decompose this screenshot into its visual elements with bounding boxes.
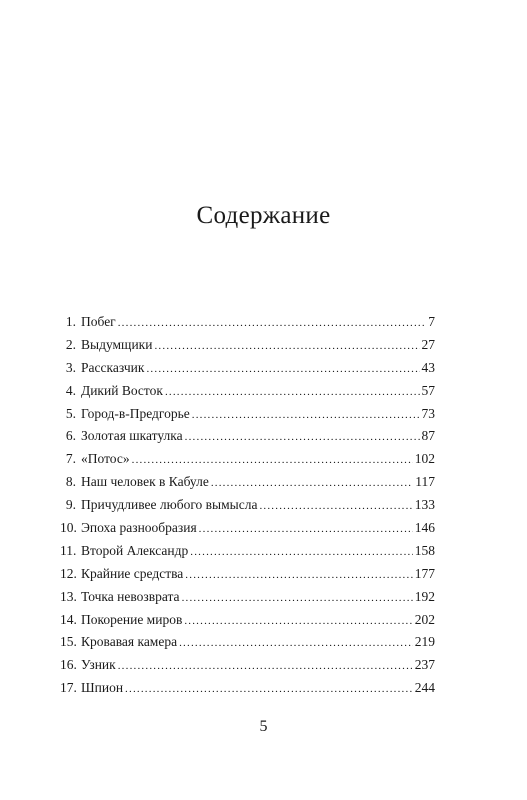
toc-entry-number: 9. [65, 497, 76, 513]
toc-leader-dots [190, 541, 412, 564]
toc-entry-page: 146 [414, 520, 435, 536]
toc-leader-dots [192, 404, 420, 427]
toc-entry [60, 494, 435, 517]
toc-leader-dots [132, 449, 413, 472]
toc-entry-page: 133 [414, 497, 435, 513]
toc-entry-title: Крайние средства [81, 565, 184, 581]
toc-entry-number: 5. [65, 405, 76, 421]
toc-entry-number: 14. [60, 611, 77, 627]
toc-leader-dots [125, 678, 413, 701]
toc-entry-page: 219 [414, 634, 435, 650]
toc-entry-number: 3. [65, 359, 76, 375]
toc-entry-number: 10. [60, 520, 77, 536]
toc-entry-page: 237 [414, 657, 435, 673]
toc-entry [60, 563, 435, 586]
toc-entry-title: Второй Александр [81, 542, 189, 558]
toc-entry [60, 609, 435, 632]
toc-entry-page: 73 [421, 405, 435, 421]
toc-entry-title: Эпоха разнообразия [81, 520, 197, 536]
toc-entry [60, 448, 435, 471]
toc-entry [60, 311, 435, 334]
page-title: Содержание [196, 202, 331, 229]
toc-entry [60, 517, 435, 540]
toc-entry [60, 380, 435, 403]
toc-entry-number: 17. [60, 680, 77, 696]
toc-entry-page: 202 [414, 611, 435, 627]
toc-leader-dots [154, 335, 419, 358]
toc-entry-title: Покорение миров [81, 611, 183, 627]
toc-entry [60, 334, 435, 357]
toc-entry-page: 117 [415, 474, 435, 490]
toc-leader-dots [199, 518, 413, 541]
toc-entry-number: 6. [65, 428, 76, 444]
toc-entry-page: 43 [421, 359, 435, 375]
toc-leader-dots [179, 632, 413, 655]
toc-entry-title: Дикий Восток [81, 382, 163, 398]
toc-entry-title: «Потос» [81, 451, 130, 467]
toc-entry-number: 2. [65, 336, 76, 352]
toc-entry [60, 631, 435, 654]
toc-entry-number: 1. [65, 314, 76, 329]
toc-leader-dots [182, 587, 413, 610]
toc-entry-number: 4. [65, 382, 76, 398]
toc-entry [60, 540, 435, 563]
toc-entry-title: Выдумщики [81, 336, 153, 352]
toc-entry-title: Точка невозврата [81, 588, 180, 604]
toc-leader-dots [184, 610, 412, 633]
toc-entry-page: 7 [428, 314, 435, 329]
toc-entry [60, 586, 435, 609]
toc-entry-title: Узник [81, 657, 116, 673]
table-of-contents [60, 311, 435, 700]
toc-entry-page: 87 [421, 428, 435, 444]
toc-entry-number: 13. [60, 588, 77, 604]
toc-entry-page: 158 [414, 542, 435, 558]
toc-entry-title: Шпион [81, 680, 124, 696]
toc-entry-page: 57 [421, 382, 435, 398]
toc-entry-number: 15. [60, 634, 77, 650]
toc-leader-dots [165, 381, 420, 404]
toc-entry-number: 8. [65, 474, 76, 490]
toc-entry-number: 16. [60, 657, 77, 673]
toc-entry-number: 7. [65, 451, 76, 467]
toc-entry [60, 471, 435, 494]
toc-entry-page: 192 [414, 588, 435, 604]
page-number: 5 [259, 718, 268, 735]
toc-entry-title: Наш человек в Кабуле [81, 474, 209, 490]
toc-entry-page: 27 [421, 336, 435, 352]
toc-entry-title: Город-в-Предгорье [81, 405, 190, 421]
toc-entry-title: Причудливее любого вымысла [81, 497, 258, 513]
toc-entry-title: Рассказчик [81, 359, 145, 375]
toc-entry [60, 677, 435, 700]
toc-entry [60, 357, 435, 380]
toc-entry-page: 244 [414, 680, 435, 696]
toc-entry [60, 403, 435, 426]
toc-entry-number: 11. [60, 542, 77, 558]
toc-leader-dots [211, 472, 413, 495]
toc-leader-dots [259, 495, 412, 518]
toc-leader-dots [118, 312, 427, 335]
toc-entry [60, 425, 435, 448]
toc-leader-dots [118, 655, 413, 678]
toc-entry-page: 102 [414, 451, 435, 467]
toc-entry-page: 177 [414, 565, 435, 581]
toc-entry-number: 12. [60, 565, 77, 581]
toc-entry [60, 654, 435, 677]
toc-leader-dots [146, 358, 419, 381]
toc-entry-title: Золотая шкатулка [81, 428, 183, 444]
toc-leader-dots [185, 564, 412, 587]
toc-leader-dots [185, 426, 420, 449]
toc-entry-title: Кровавая камера [81, 634, 178, 650]
toc-entry-title: Побег [81, 314, 116, 329]
